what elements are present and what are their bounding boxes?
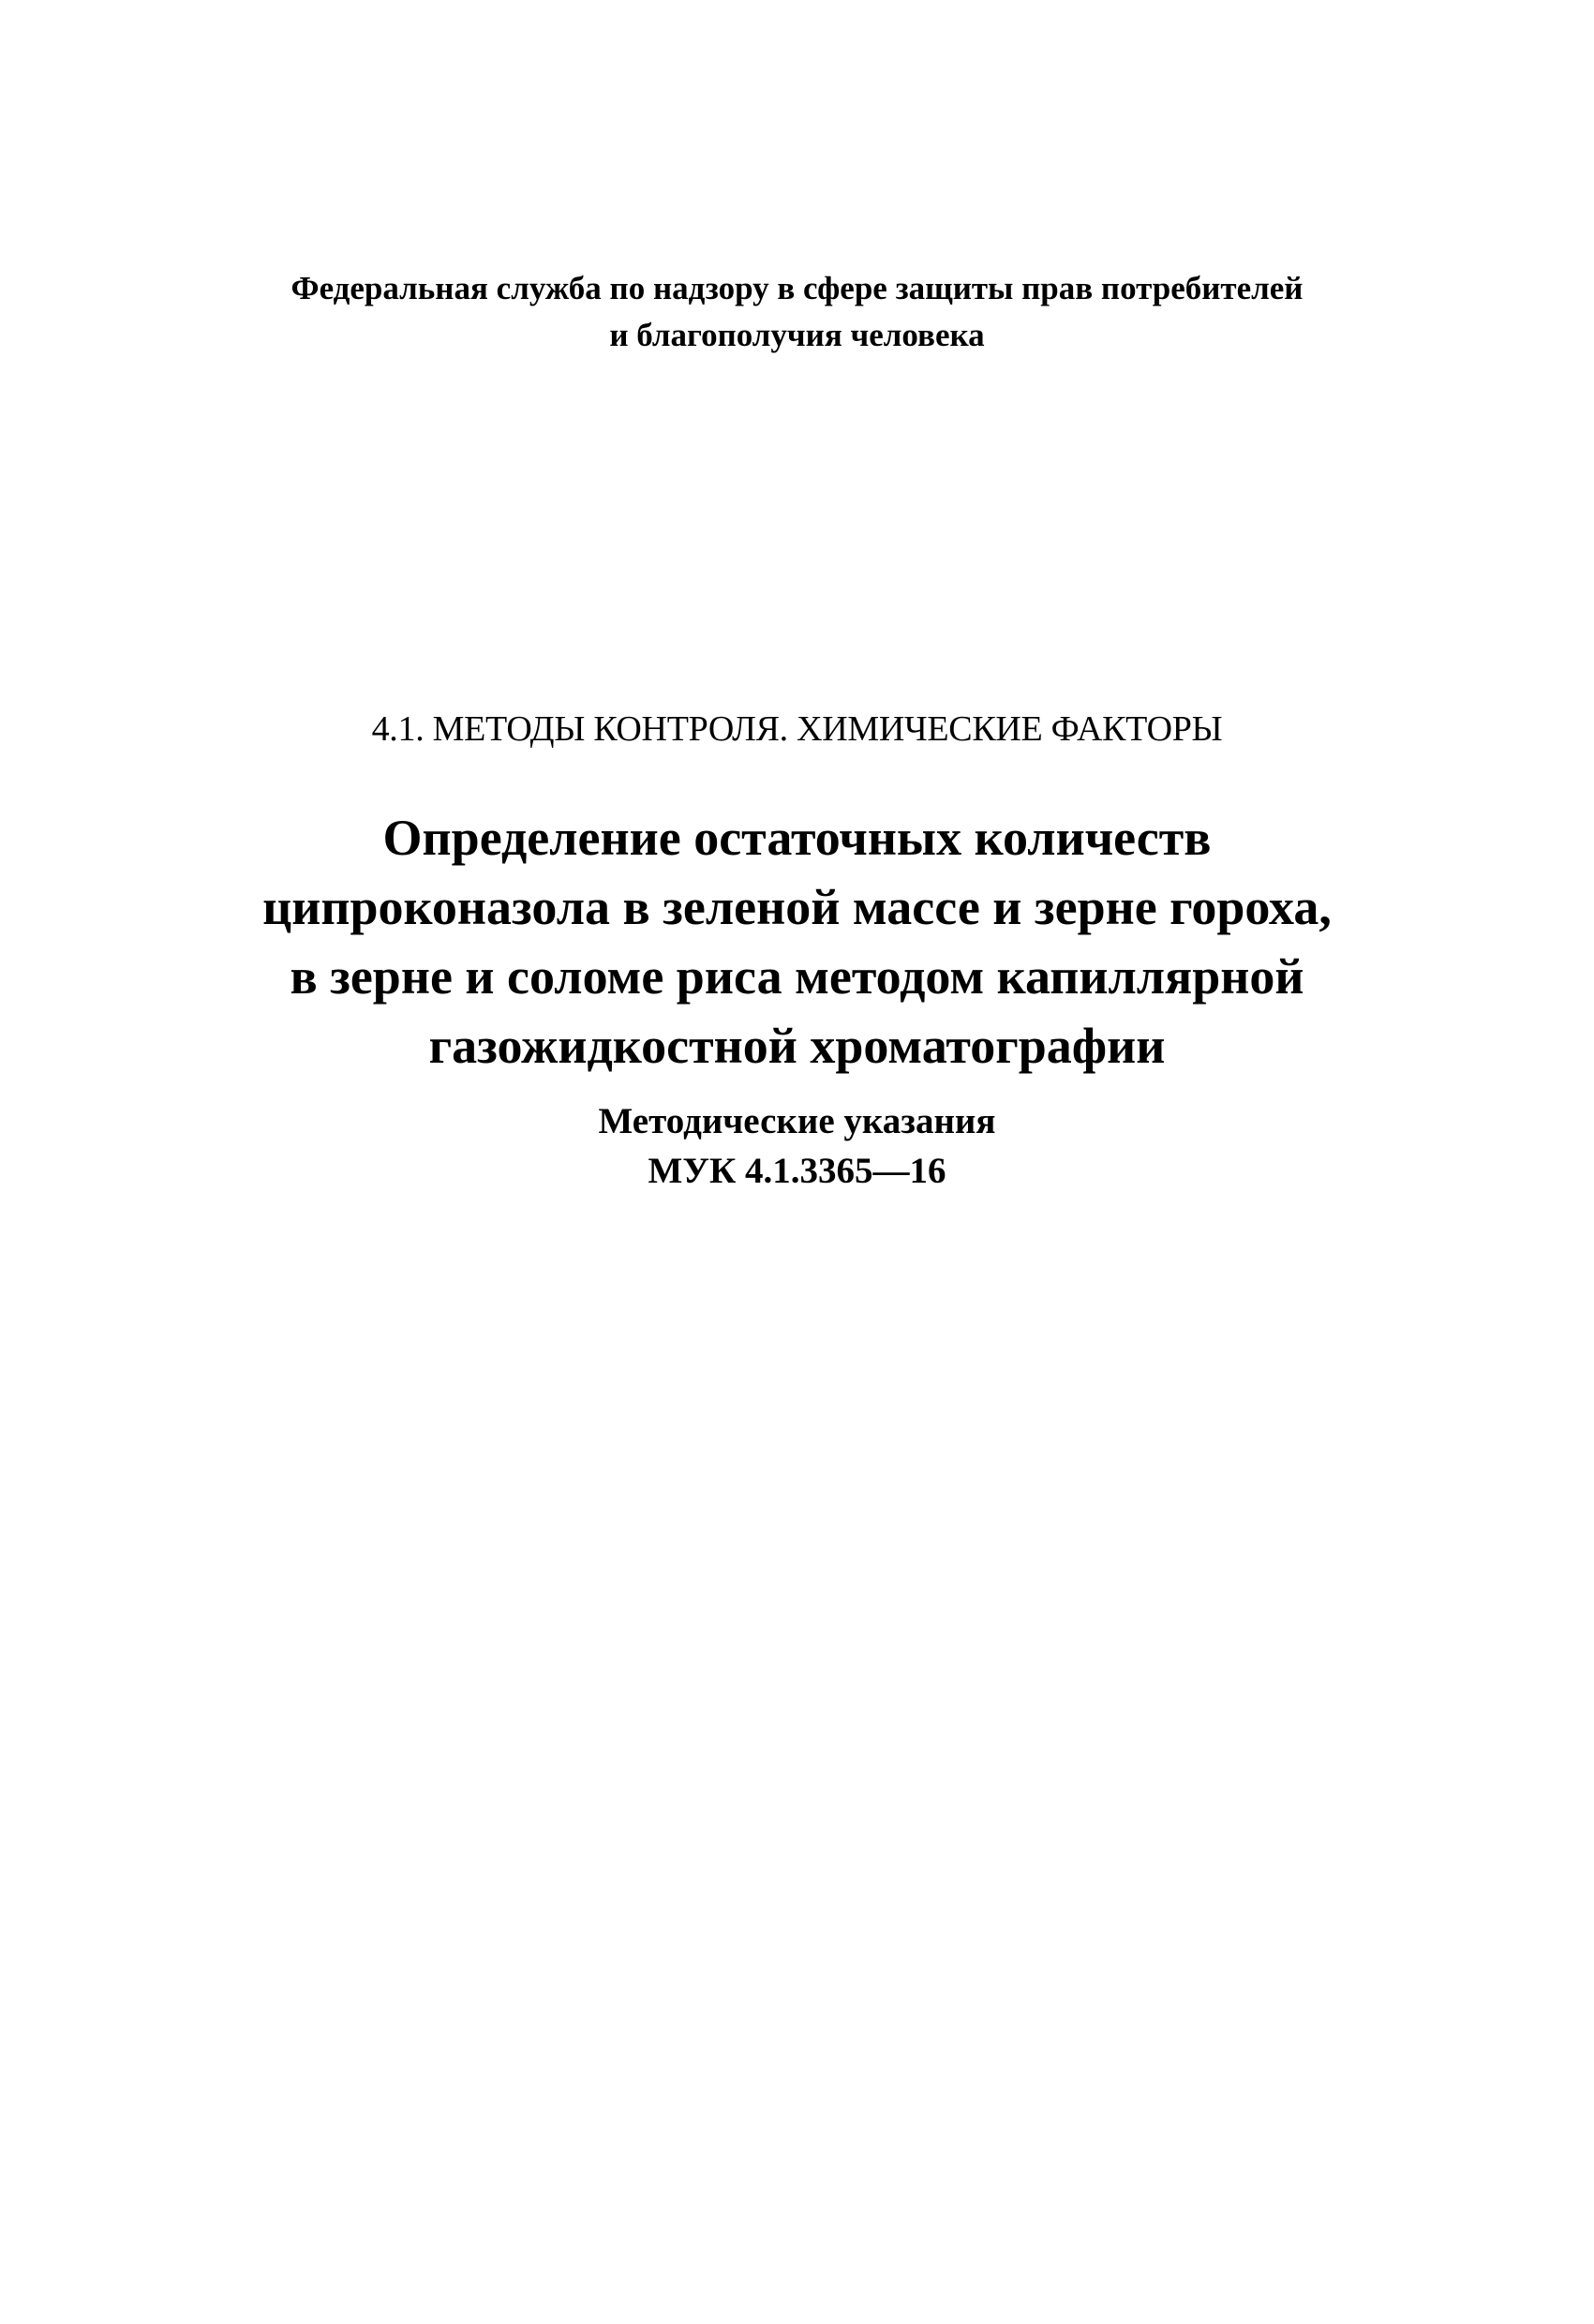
document-type: Методические указания	[598, 1101, 996, 1141]
document-code: МУК 4.1.3365—16	[648, 1151, 946, 1191]
title-line-4: газожидкостной хроматографии	[428, 1018, 1166, 1074]
series-label: 4.1. МЕТОДЫ КОНТРОЛЯ. ХИМИЧЕСКИЕ ФАКТОРЫ	[371, 709, 1223, 749]
agency-line-1: Федеральная служба по надзору в сфере защиты прав потребителей	[290, 270, 1304, 306]
title-line-3: в зерне и соломе риса методом капиллярной	[290, 948, 1304, 1005]
document-type-block	[0, 1096, 1594, 1196]
title-line-2: ципроконазола в зеленой массе и зерне гороха,	[262, 879, 1332, 935]
agency-header	[0, 265, 1594, 359]
document-title	[0, 803, 1594, 1080]
series-heading	[0, 706, 1594, 752]
agency-line-2: и благополучия человека	[609, 317, 985, 353]
title-line-1: Определение остаточных количеств	[382, 810, 1212, 866]
